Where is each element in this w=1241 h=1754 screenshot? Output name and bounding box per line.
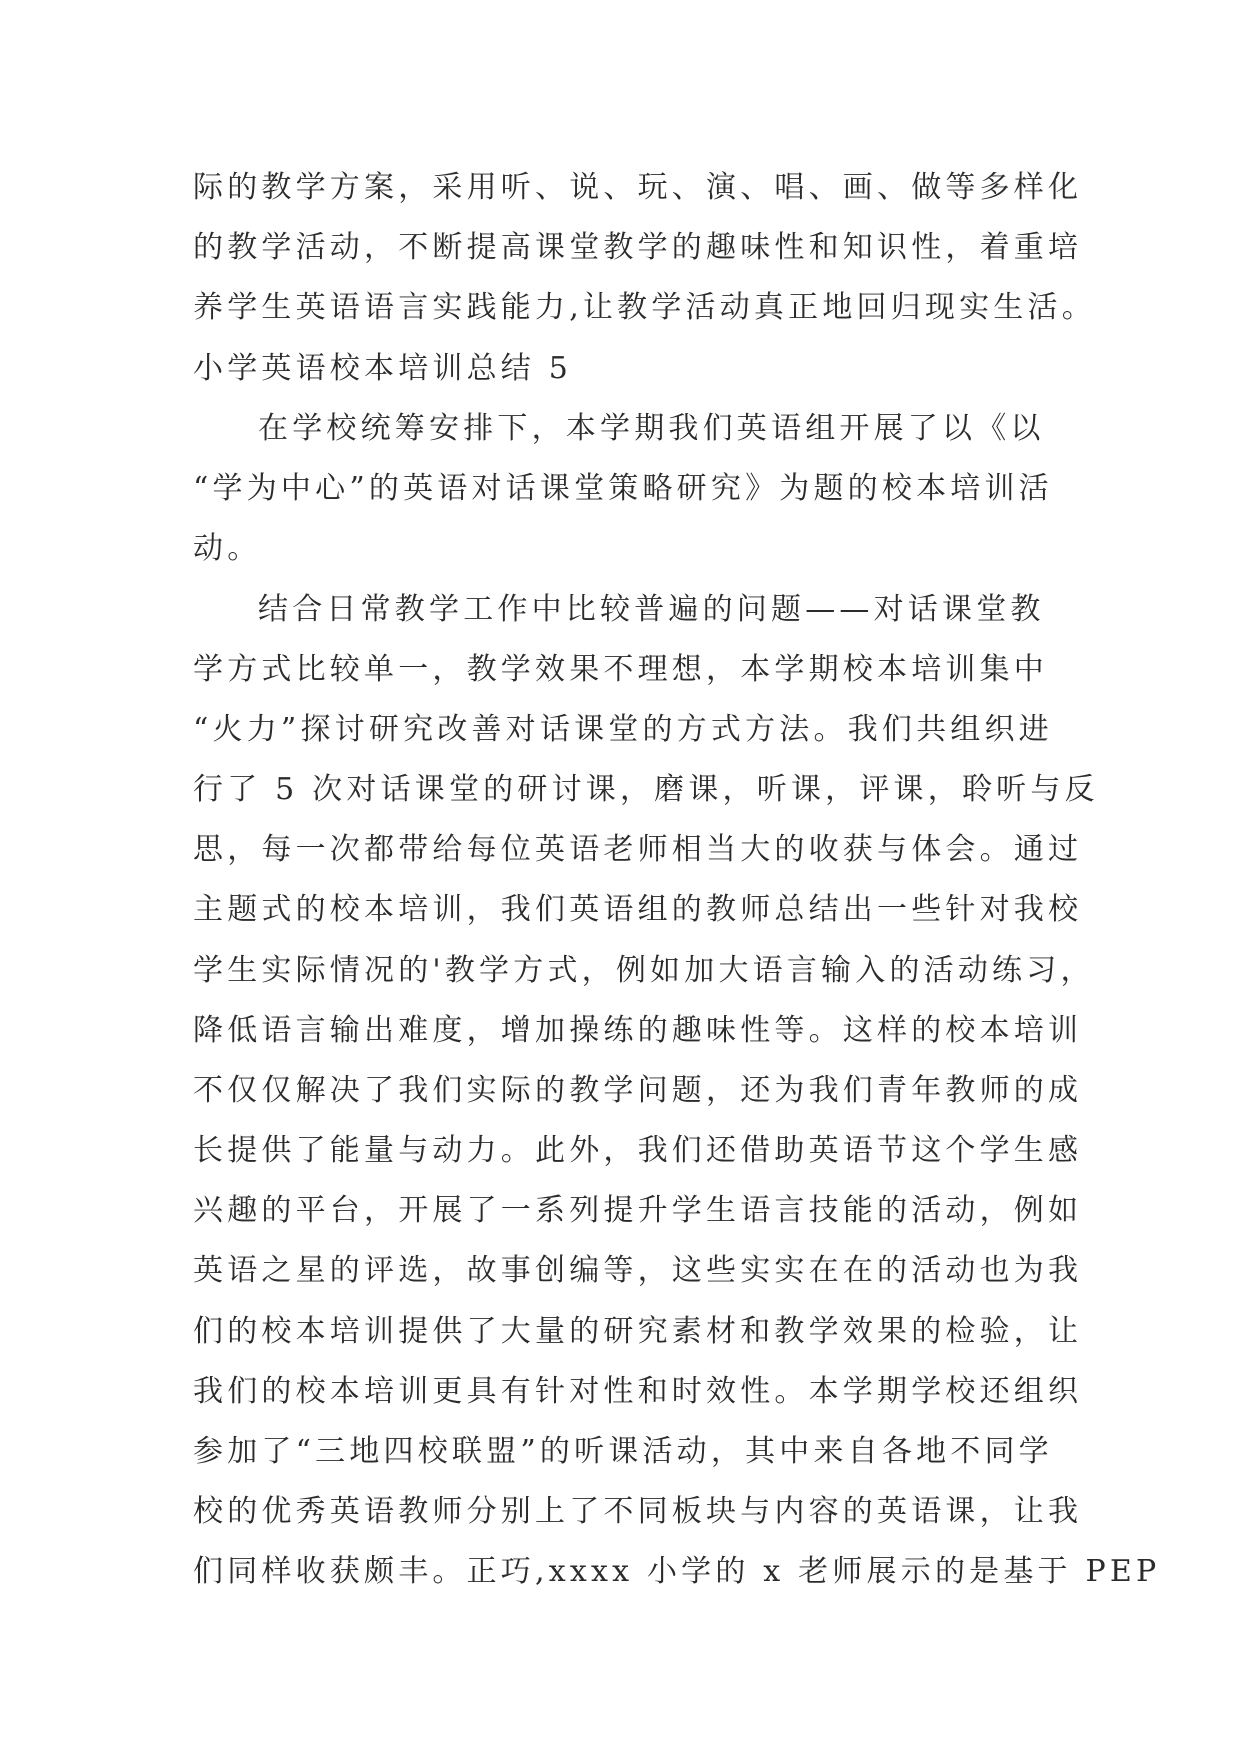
text-line: 的教学活动，不断提高课堂教学的趣味性和知识性，着重培	[193, 230, 1083, 265]
text-line: 兴趣的平台，开展了一系列提升学生语言技能的活动，例如	[193, 1193, 1083, 1228]
text-line: 思，每一次都带给每位英语老师相当大的收获与体会。通过	[193, 832, 1083, 867]
text-line: 际的教学方案，采用听、说、玩、演、唱、画、做等多样化	[193, 170, 1083, 205]
text-line: 养学生英语语言实践能力,让教学活动真正地回归现实生活。	[193, 290, 1096, 325]
section-heading: 小学英语校本培训总结 5	[193, 351, 573, 386]
text-line: 学生实际情况的'教学方式，例如加大语言输入的活动练习，	[193, 953, 1095, 988]
text-line: 长提供了能量与动力。此外，我们还借助英语节这个学生感	[193, 1133, 1083, 1168]
text-line: 主题式的校本培训，我们英语组的教师总结出一些针对我校	[193, 892, 1083, 927]
text-line: 校的优秀英语教师分别上了不同板块与内容的英语课，让我	[193, 1494, 1083, 1529]
text-line: “火力”探讨研究改善对话课堂的方式方法。我们共组织进	[193, 712, 1053, 747]
paragraph-start-line: 在学校统筹安排下，本学期我们英语组开展了以《以	[258, 411, 1045, 446]
text-line: 动。	[193, 531, 262, 566]
text-line: 们的校本培训提供了大量的研究素材和教学效果的检验，让	[193, 1314, 1083, 1349]
text-line: 不仅仅解决了我们实际的教学问题，还为我们青年教师的成	[193, 1073, 1083, 1108]
text-line: 英语之星的评选，故事创编等，这些实实在在的活动也为我	[193, 1253, 1083, 1288]
text-line: 参加了“三地四校联盟”的听课活动，其中来自各地不同学	[193, 1434, 1053, 1469]
text-line: 学方式比较单一，教学效果不理想，本学期校本培训集中	[193, 652, 1048, 687]
text-line: “学为中心”的英语对话课堂策略研究》为题的校本培训活	[193, 471, 1053, 506]
paragraph-start-line: 结合日常教学工作中比较普遍的问题——对话课堂教	[258, 592, 1045, 627]
text-line: 降低语言输出难度，增加操练的趣味性等。这样的校本培训	[193, 1013, 1083, 1048]
text-line: 们同样收获颇丰。正巧,xxxx 小学的 x 老师展示的是基于 PEP	[193, 1554, 1161, 1589]
text-line: 我们的校本培训更具有针对性和时效性。本学期学校还组织	[193, 1374, 1083, 1409]
text-line: 行了 5 次对话课堂的研讨课，磨课，听课，评课，聆听与反	[193, 772, 1099, 807]
